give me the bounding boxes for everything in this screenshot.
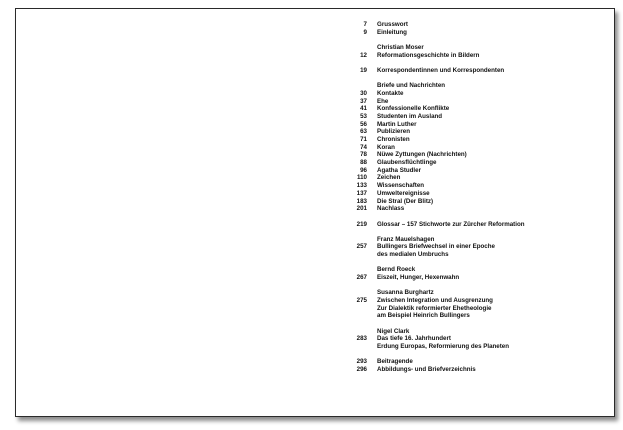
toc-entry-title: Koran xyxy=(377,143,395,151)
toc-group xyxy=(349,266,609,281)
toc-entry xyxy=(349,29,609,37)
toc-page-number: 30 xyxy=(360,89,367,97)
toc-entry-title: Umweltereignisse xyxy=(377,189,430,197)
table-of-contents xyxy=(349,21,609,381)
toc-entry xyxy=(349,128,609,136)
toc-page-number xyxy=(349,251,367,259)
toc-page-number: 201 xyxy=(356,205,367,213)
toc-entry xyxy=(349,358,609,366)
toc-page-number: 74 xyxy=(360,143,367,151)
toc-entry xyxy=(349,236,609,244)
toc-entry-title: Erdung Europas, Reformierung des Planeten xyxy=(377,343,510,351)
toc-entry-title: Abbildungs- und Briefverzeichnis xyxy=(377,366,476,374)
toc-page-number xyxy=(349,289,367,297)
toc-page-number xyxy=(349,328,367,336)
toc-entry xyxy=(349,136,609,144)
toc-group xyxy=(349,44,609,59)
toc-entry xyxy=(349,266,609,274)
toc-entry xyxy=(349,328,609,336)
toc-entry-title: Nachlass xyxy=(377,205,405,213)
toc-group xyxy=(349,289,609,320)
toc-entry-title: Einleitung xyxy=(377,28,407,36)
toc-page-number: 19 xyxy=(360,66,367,74)
toc-entry-title: Korrespondentinnen und Korrespondenten xyxy=(377,66,505,74)
toc-entry xyxy=(349,167,609,175)
toc-page-number: 53 xyxy=(360,112,367,120)
toc-group xyxy=(349,221,609,229)
toc-entry xyxy=(349,90,609,98)
toc-page-number: 41 xyxy=(360,105,367,113)
toc-entry xyxy=(349,366,609,374)
toc-entry-title: Beitragende xyxy=(377,358,413,366)
toc-entry xyxy=(349,82,609,90)
toc-entry xyxy=(349,174,609,182)
toc-entry-title: Die Stral (Der Blitz) xyxy=(377,197,434,205)
toc-entry-title: Reformationsgeschichte in Bildern xyxy=(377,51,480,59)
toc-page-number xyxy=(349,236,367,244)
toc-entry xyxy=(349,343,609,351)
toc-page-number: 88 xyxy=(360,159,367,167)
toc-group xyxy=(349,328,609,351)
toc-entry xyxy=(349,98,609,106)
toc-page-number: 257 xyxy=(356,243,367,251)
toc-group xyxy=(349,358,609,373)
toc-entry-title: Nüwe Zyttungen (Nachrichten) xyxy=(377,151,467,159)
toc-entry-title: Wissenschaften xyxy=(377,182,425,190)
toc-page-number xyxy=(349,82,367,90)
toc-entry xyxy=(349,305,609,313)
toc-page-number xyxy=(349,44,367,52)
toc-entry xyxy=(349,67,609,75)
toc-page-number xyxy=(349,305,367,313)
toc-page-number: 12 xyxy=(360,51,367,59)
toc-page-number: 96 xyxy=(360,166,367,174)
toc-page-number: 7 xyxy=(363,21,367,28)
toc-entry-title: Franz Mauelshagen xyxy=(377,235,435,243)
toc-entry xyxy=(349,44,609,52)
toc-entry-title: Glaubensflüchtlinge xyxy=(377,159,437,167)
toc-group xyxy=(349,21,609,36)
toc-page-number: 110 xyxy=(357,174,367,182)
toc-entry xyxy=(349,198,609,206)
toc-page-number: 137 xyxy=(356,189,367,197)
toc-entry-title: Glossar – 157 Stichworte zur Zürcher Reformation xyxy=(377,220,525,228)
toc-page-number xyxy=(349,312,367,320)
toc-entry xyxy=(349,144,609,152)
toc-page-number: 9 xyxy=(363,28,367,36)
toc-entry xyxy=(349,289,609,297)
toc-entry-title: Martin Luther xyxy=(377,120,417,128)
toc-entry-title: Susanna Burghartz xyxy=(377,289,434,297)
toc-entry-title: Chronisten xyxy=(377,136,410,144)
toc-entry xyxy=(349,221,609,229)
toc-entry-title: am Beispiel Heinrich Bullingers xyxy=(377,312,470,320)
toc-page-number: 275 xyxy=(356,297,367,305)
toc-entry xyxy=(349,251,609,259)
toc-entry xyxy=(349,297,609,305)
toc-page-number: 133 xyxy=(356,182,367,190)
toc-entry xyxy=(349,52,609,60)
toc-entry xyxy=(349,151,609,159)
toc-entry-title: Zur Dialektik reformierter Ehetheologie xyxy=(377,304,492,312)
toc-group xyxy=(349,236,609,259)
toc-page-number: 71 xyxy=(360,136,367,144)
toc-entry-title: Eiszeit, Hunger, Hexenwahn xyxy=(377,274,460,282)
toc-entry xyxy=(349,190,609,198)
toc-group xyxy=(349,67,609,75)
toc-entry-title: Bullingers Briefwechsel in einer Epoche xyxy=(377,243,495,251)
toc-entry xyxy=(349,243,609,251)
toc-entry-title: Bernd Roeck xyxy=(377,266,416,274)
toc-entry xyxy=(349,274,609,282)
toc-group xyxy=(349,82,609,213)
toc-page-number xyxy=(349,343,367,351)
toc-entry-title: Christian Moser xyxy=(377,43,424,51)
toc-entry-title: Ehe xyxy=(377,97,389,105)
toc-entry-title: Kontakte xyxy=(377,89,404,97)
toc-entry xyxy=(349,113,609,121)
toc-page-number: 183 xyxy=(356,197,367,205)
toc-entry xyxy=(349,105,609,113)
toc-entry-title: Zeichen xyxy=(377,174,401,182)
toc-entry-title: Publizieren xyxy=(377,128,411,136)
toc-entry xyxy=(349,121,609,129)
toc-page-number: 56 xyxy=(360,120,367,128)
toc-entry xyxy=(349,159,609,167)
toc-entry-title: Briefe und Nachrichten xyxy=(377,82,446,90)
toc-entry-title: Zwischen Integration und Ausgrenzung xyxy=(377,297,493,305)
toc-page-number: 267 xyxy=(356,274,367,282)
toc-entry-title: Konfessionelle Konflikte xyxy=(377,105,450,113)
toc-page-number: 293 xyxy=(356,358,367,366)
toc-entry-title: Nigel Clark xyxy=(377,327,410,335)
toc-page-number: 296 xyxy=(356,366,367,374)
toc-entry xyxy=(349,182,609,190)
toc-entry xyxy=(349,205,609,213)
toc-page-number: 283 xyxy=(356,335,367,343)
toc-entry-title: des medialen Umbruchs xyxy=(377,251,449,259)
toc-entry xyxy=(349,21,609,29)
toc-entry xyxy=(349,312,609,320)
toc-page-number: 63 xyxy=(360,128,367,136)
toc-entry xyxy=(349,335,609,343)
toc-entry-title: Grusswort xyxy=(377,21,408,28)
toc-entry-title: Das tiefe 16. Jahrhundert xyxy=(377,335,451,343)
toc-entry-title: Studenten im Ausland xyxy=(377,112,443,120)
toc-page-number: 219 xyxy=(356,220,367,228)
document-page xyxy=(15,8,615,417)
toc-entry-title: Agatha Studler xyxy=(377,166,422,174)
toc-page-number: 37 xyxy=(360,97,367,105)
toc-page-number xyxy=(349,266,367,274)
toc-page-number: 78 xyxy=(360,151,367,159)
